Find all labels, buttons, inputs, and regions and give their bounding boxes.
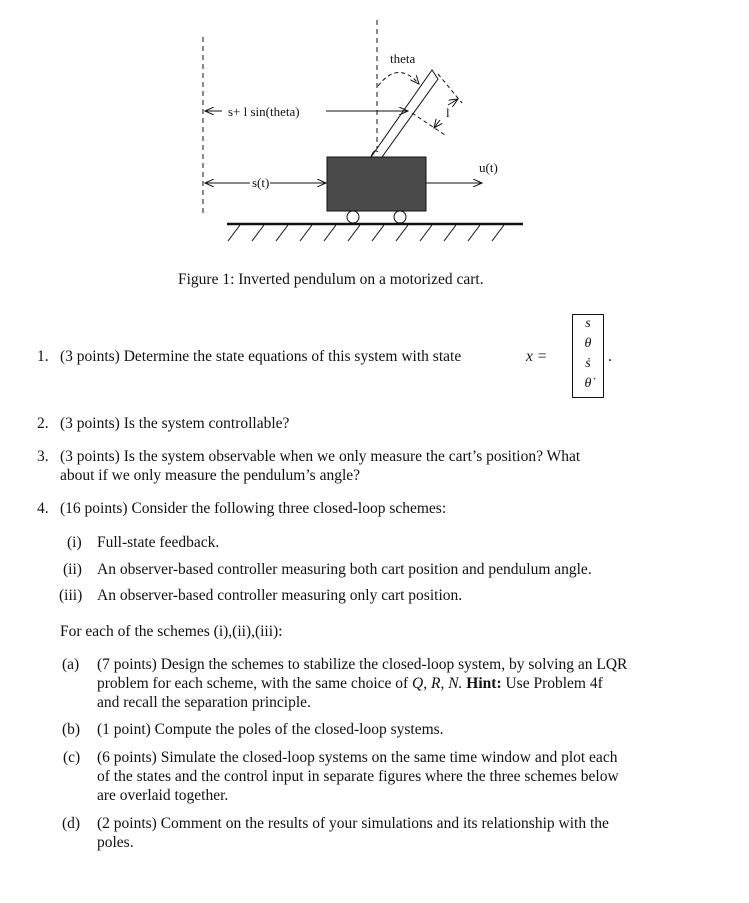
for-each-text: For each of the schemes (i),(ii),(iii): xyxy=(60,623,283,640)
period: . xyxy=(608,348,612,365)
part-a-number: (a) xyxy=(62,656,80,673)
part-d-text: poles. xyxy=(97,834,134,851)
scheme-text: Full-state feedback. xyxy=(97,534,220,551)
state-s: s xyxy=(585,316,591,331)
ground-hatching xyxy=(228,225,504,241)
math: Q, R, N. xyxy=(412,675,463,692)
part-a-text: and recall the separation principle. xyxy=(97,694,311,711)
q2-number: 2. xyxy=(37,415,49,432)
position-pendulum-label: s+ l sin(theta) xyxy=(228,104,300,119)
part-c-text: are overlaid together. xyxy=(97,787,229,804)
scheme-text: An observer-based controller measuring only cart position. xyxy=(97,587,463,604)
state-theta: θ xyxy=(584,336,592,351)
part-d-number: (d) xyxy=(62,815,81,832)
theta-label: theta xyxy=(390,51,416,66)
text: problem for each scheme, with the same choice of xyxy=(97,675,409,692)
part-d-text: (2 points) Comment on the results of your simulations and its relationship with the xyxy=(97,815,609,832)
q1-number: 1. xyxy=(37,348,49,365)
length-label: l xyxy=(446,105,450,120)
part-a-text: (7 points) Design the schemes to stabilize the closed-loop system, by solving an LQR xyxy=(97,656,628,673)
state-thetadot: θ̇ xyxy=(584,376,592,391)
q4-text: (16 points) Consider the following three closed-loop schemes: xyxy=(60,500,447,517)
q4-number: 4. xyxy=(37,500,49,517)
scheme-number: (iii) xyxy=(59,587,83,604)
inverted-pendulum-figure xyxy=(0,0,749,260)
cart-position-label: s(t) xyxy=(252,175,270,190)
figure-caption: Figure 1: Inverted pendulum on a motorized cart. xyxy=(178,271,484,288)
wheel xyxy=(347,211,359,223)
part-b-number: (b) xyxy=(62,721,81,738)
pendulum xyxy=(371,70,438,157)
state-sdot: ṡ xyxy=(585,356,591,371)
text: Use Problem 4f xyxy=(505,675,603,692)
q3-number: 3. xyxy=(37,448,49,465)
state-vector xyxy=(572,314,604,398)
scheme-number: (i) xyxy=(67,534,82,551)
part-c-number: (c) xyxy=(63,749,81,766)
hint-label: Hint: xyxy=(466,675,502,692)
part-c-text: of the states and the control input in separate figures where the three schemes below xyxy=(97,768,619,785)
part-a-text xyxy=(97,674,603,693)
q2-text: (3 points) Is the system controllable? xyxy=(60,415,290,432)
scheme-text: An observer-based controller measuring both cart position and pendulum angle. xyxy=(97,561,592,578)
q3-text: about if we only measure the pendulum’s angle? xyxy=(60,467,361,484)
theta-arc xyxy=(378,72,419,86)
scheme-number: (ii) xyxy=(63,561,82,578)
input-label: u(t) xyxy=(479,160,498,175)
part-c-text: (6 points) Simulate the closed-loop systems on the same time window and plot each xyxy=(97,749,618,766)
q1-text: (3 points) Determine the state equations of this system with state xyxy=(60,348,462,365)
state-var: x = xyxy=(526,348,548,365)
cart xyxy=(327,157,426,211)
wheel xyxy=(394,211,406,223)
part-b-text: (1 point) Compute the poles of the closed-loop systems. xyxy=(97,721,444,738)
q3-text: (3 points) Is the system observable when we only measure the cart’s position? What xyxy=(60,448,581,465)
